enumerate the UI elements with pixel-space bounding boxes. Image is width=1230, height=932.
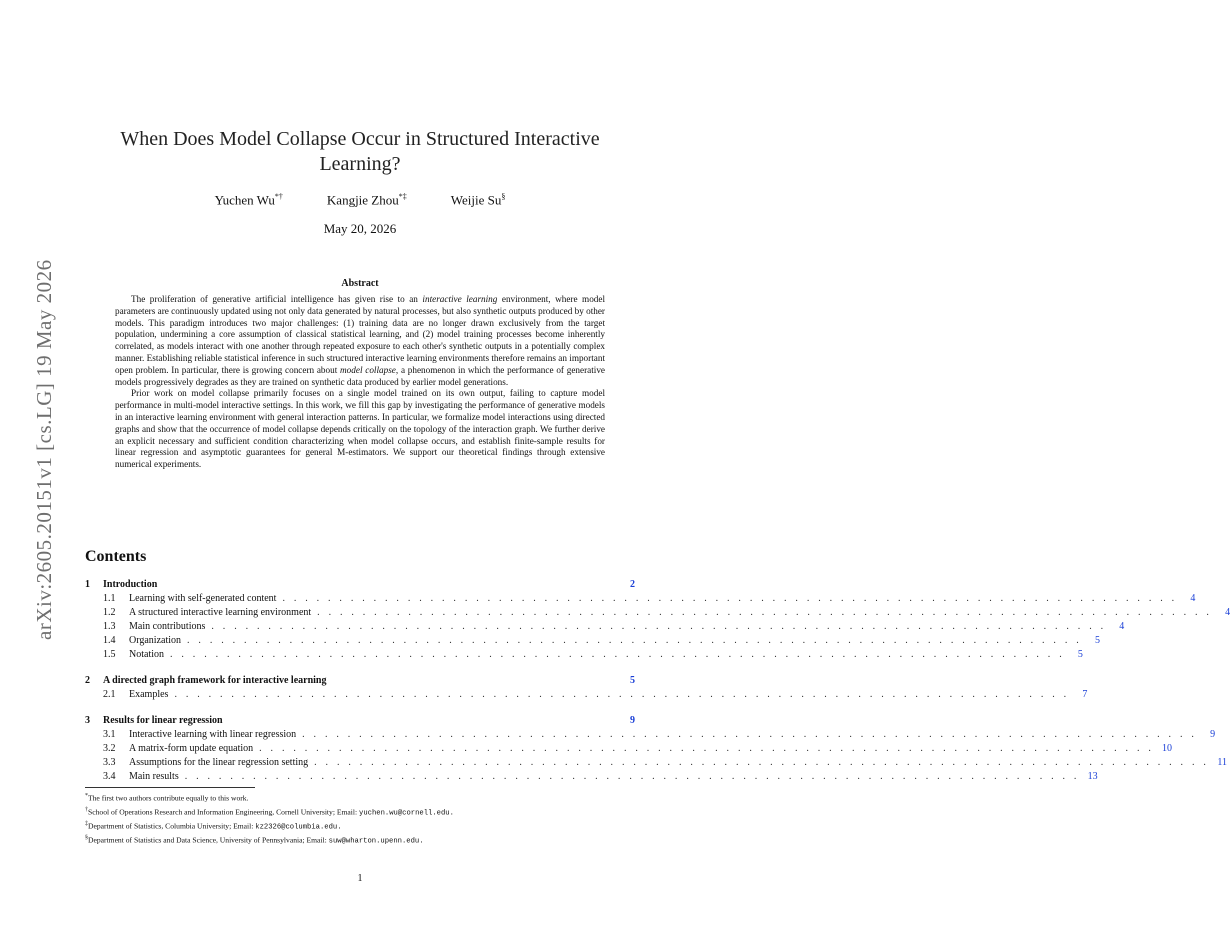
toc-page-link[interactable]: 13 bbox=[1087, 771, 1098, 782]
toc-subsection-entry[interactable] bbox=[85, 606, 1230, 620]
toc-number: 3.1 bbox=[103, 729, 116, 740]
toc-section-entry[interactable] bbox=[85, 674, 635, 688]
toc-subsection-entry[interactable] bbox=[85, 592, 1196, 606]
abstract-heading: Abstract bbox=[341, 278, 379, 289]
toc-label: Assumptions for the linear regression setting bbox=[129, 757, 309, 768]
toc-number: 3.2 bbox=[103, 743, 116, 754]
toc-label: A matrix-form update equation bbox=[129, 743, 254, 754]
toc-leader: . . . . . . . . . . . . . . . . . . . . . . . . . . . . . . . . . . . . . . . . . . . . . . . . . . . . . . . . . . . . . . . . . . . . . . . . . . . . . . . bbox=[282, 593, 1178, 604]
author: Yuchen Wu*† bbox=[214, 192, 283, 208]
toc-label: Results for linear regression bbox=[103, 715, 223, 726]
toc-leader: . . . . . . . . . . . . . . . . . . . . . . . . . . . . . . . . . . . . . . . . . . . . . . . . . . . . . . . . . . . . . . . . . . . . . . . . . . . . . . . bbox=[174, 689, 1070, 700]
table-of-contents bbox=[85, 578, 1230, 796]
toc-leader: . . . . . . . . . . . . . . . . . . . . . . . . . . . . . . . . . . . . . . . . . . . . . . . . . . . . . . . . . . . . . . . . . . . . . . . . . . . . . . . bbox=[259, 743, 1155, 754]
toc-section bbox=[85, 578, 1230, 662]
toc-subsection-entry[interactable] bbox=[85, 648, 1083, 662]
toc-page-link[interactable]: 4 bbox=[1225, 607, 1230, 618]
toc-number: 3.3 bbox=[103, 757, 116, 768]
author-list bbox=[160, 192, 560, 208]
toc-label: Main contributions bbox=[129, 621, 206, 632]
footnote-email[interactable]: kz2326@columbia.edu. bbox=[255, 823, 342, 832]
footnote: *The first two authors contribute equally to this work. bbox=[85, 793, 249, 803]
paper-title: When Does Model Collapse Occur in Structured Interactive Learning? bbox=[120, 128, 600, 175]
author: Weijie Su§ bbox=[450, 192, 506, 208]
toc-label: Introduction bbox=[103, 579, 158, 590]
toc-page-link[interactable]: 2 bbox=[630, 579, 635, 590]
footnote-email[interactable]: yuchen.wu@cornell.edu. bbox=[359, 809, 454, 818]
toc-leader: . . . . . . . . . . . . . . . . . . . . . . . . . . . . . . . . . . . . . . . . . . . . . . . . . . . . . . . . . . . . . . . . . . . . . . . . . . . . . . . bbox=[187, 635, 1082, 646]
toc-number: 1.5 bbox=[103, 649, 116, 660]
page-number: 1 bbox=[357, 873, 363, 884]
toc-number: 3 bbox=[85, 715, 90, 726]
toc-label: A directed graph framework for interactive learning bbox=[103, 675, 327, 686]
toc-label: Main results bbox=[129, 771, 179, 782]
toc-page-link[interactable]: 4 bbox=[1119, 621, 1125, 632]
toc-page-link[interactable]: 10 bbox=[1162, 743, 1173, 754]
toc-number: 1.4 bbox=[103, 635, 116, 646]
toc-leader: . . . . . . . . . . . . . . . . . . . . . . . . . . . . . . . . . . . . . . . . . . . . . . . . . . . . . . . . . . . . . . . . . . . . . . . . . . . . . . . bbox=[317, 607, 1213, 618]
toc-section bbox=[85, 714, 1228, 784]
toc-subsection-entry[interactable] bbox=[85, 728, 1216, 742]
toc-subsection-entry[interactable] bbox=[85, 756, 1228, 770]
footnote: §Department of Statistics and Data Science, University of Pennsylvania; Email: suw@wharton.upenn.edu. bbox=[85, 834, 424, 846]
toc-subsection-entry[interactable] bbox=[85, 688, 1088, 702]
toc-subsection-entry[interactable] bbox=[85, 770, 1098, 784]
arxiv-identifier: arXiv:2605.20151v1 [cs.LG] 19 May 2026 bbox=[32, 259, 56, 640]
toc-page-link[interactable]: 9 bbox=[1210, 729, 1216, 740]
toc-subsection-entry[interactable] bbox=[85, 634, 1100, 648]
toc-subsection-entry[interactable] bbox=[85, 742, 1173, 756]
toc-label: Notation bbox=[129, 649, 164, 660]
toc-number: 1.3 bbox=[103, 621, 116, 632]
footnote-email[interactable]: suw@wharton.upenn.edu. bbox=[328, 837, 424, 846]
toc-number: 3.4 bbox=[103, 771, 116, 782]
toc-label: Learning with self-generated content bbox=[129, 593, 277, 604]
footnotes bbox=[85, 787, 635, 847]
toc-label: A structured interactive learning environment bbox=[129, 607, 312, 618]
toc-page-link[interactable]: 5 bbox=[1077, 649, 1083, 660]
toc-section-entry[interactable] bbox=[85, 714, 635, 728]
toc-leader: . . . . . . . . . . . . . . . . . . . . . . . . . . . . . . . . . . . . . . . . . . . . . . . . . . . . . . . . . . . . . . . . . . . . . . . . . . . . . . . bbox=[314, 757, 1210, 768]
toc-leader: . . . . . . . . . . . . . . . . . . . . . . . . . . . . . . . . . . . . . . . . . . . . . . . . . . . . . . . . . . . . . . . . . . . . . . . . . . . . . . . bbox=[170, 649, 1065, 660]
toc-label: Organization bbox=[129, 635, 182, 646]
toc-number: 1.2 bbox=[103, 607, 116, 618]
footnote: ‡Department of Statistics, Columbia University; Email: kz2326@columbia.edu. bbox=[85, 820, 342, 832]
toc-leader: . . . . . . . . . . . . . . . . . . . . . . . . . . . . . . . . . . . . . . . . . . . . . . . . . . . . . . . . . . . . . . . . . . . . . . . . . . . . . . . bbox=[302, 729, 1198, 740]
abstract-paragraph: The proliferation of generative artificial intelligence has given rise to an interactive learning environment, where model parameters are continuously updated using not only data generated by natural processes, but also synthetic outputs produced by other models. This paradigm introduces two major challenges: (1) training data are no longer drawn exclusively from the target population, undermining a core assumption of classical statistical learning, and (2) model training processes become inherently correlated, as models interact with one another through repeated exposure to each other's synthetic outputs in a potentially complex manner. Establishing reliable statistical inference in such structured interactive learning environments therefore remains an important open problem. In particular, there is growing concern about model collapse, a phenomenon in which the performance of generative models progressively degrades as they are trained on synthetic data produced by earlier model generations. bbox=[115, 294, 606, 387]
toc-leader: . . . . . . . . . . . . . . . . . . . . . . . . . . . . . . . . . . . . . . . . . . . . . . . . . . . . . . . . . . . . . . . . . . . . . . . . . . . . . . . bbox=[184, 771, 1080, 782]
toc-number: 1 bbox=[85, 579, 90, 590]
toc-page-link[interactable]: 5 bbox=[630, 675, 635, 686]
toc-number: 1.1 bbox=[103, 593, 116, 604]
footnote: †School of Operations Research and Information Engineering, Cornell University; Email: yuchen.wu@cornell.edu. bbox=[85, 806, 454, 818]
toc-number: 2 bbox=[85, 675, 90, 686]
toc-page-link[interactable]: 9 bbox=[630, 715, 635, 726]
toc-label: Examples bbox=[129, 689, 169, 700]
author: Kangjie Zhou*‡ bbox=[326, 192, 407, 208]
toc-page-link[interactable]: 4 bbox=[1190, 593, 1196, 604]
footnote-rule bbox=[85, 787, 255, 788]
abstract-body bbox=[115, 294, 605, 471]
abstract-paragraph: Prior work on model collapse primarily focuses on a single model trained on its own output, failing to capture model performance in multi-model interactive settings. In this work, we fill this gap by investigating the performance of generative models in an interactive learning environment with general interaction patterns. In particular, we formalize model interactions using directed graphs and show that the occurrence of model collapse depends critically on the topology of the interaction graph. We further derive an explicit necessary and sufficient condition characterizing when model collapse occurs, and establish finite-sample results for linear regression and asymptotic guarantees for general M-estimators. We support our theoretical findings through extensive numerical experiments. bbox=[115, 388, 605, 470]
paper-date: May 20, 2026 bbox=[323, 221, 397, 236]
toc-page-link[interactable]: 7 bbox=[1082, 689, 1088, 700]
toc-leader: . . . . . . . . . . . . . . . . . . . . . . . . . . . . . . . . . . . . . . . . . . . . . . . . . . . . . . . . . . . . . . . . . . . . . . . . . . . . . . . bbox=[211, 621, 1107, 632]
toc-number: 2.1 bbox=[103, 689, 116, 700]
toc-label: Interactive learning with linear regression bbox=[129, 729, 297, 740]
toc-subsection-entry[interactable] bbox=[85, 620, 1125, 634]
contents-heading: Contents bbox=[85, 548, 147, 565]
toc-page-link[interactable]: 11 bbox=[1217, 757, 1228, 768]
toc-page-link[interactable]: 5 bbox=[1094, 635, 1100, 646]
toc-section-entry[interactable] bbox=[85, 578, 635, 592]
toc-section bbox=[85, 674, 1088, 702]
